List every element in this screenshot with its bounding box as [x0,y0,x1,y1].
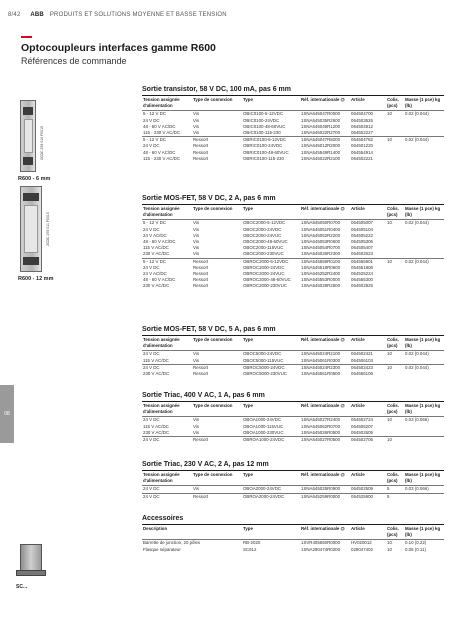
table-cell: 064505104 [351,226,373,232]
page-number: 8/42 [8,12,21,18]
table-cell [404,371,444,377]
table-cell: 10 [387,220,392,226]
table-cell: 1SNA645028R2500 [301,283,341,289]
page-header [8,12,227,18]
table-cell: 064504912 [351,123,373,129]
column-header: Colis. (pcs) [386,526,404,540]
table-cell: SC612 [243,546,257,552]
column-header: Type [242,206,300,220]
column-header: Type de connexion [192,403,242,417]
column-header: Masse (1 pce) kg (lb) [404,472,444,486]
table-cell: 115 V AC/DC [143,245,169,251]
table-cell: Vis [193,117,200,123]
table-cell: 064505222 [351,232,373,238]
table-cell: 064502227 [351,130,373,136]
column-header: Type de connexion [192,472,242,486]
table-cell: 064502825 [351,283,373,289]
column-header: Type [242,403,300,417]
table-cell: 064504782 [350,137,386,144]
table-cell: RB-2020 [243,540,261,546]
table-cell: 1SNA645051R0400 [301,226,341,232]
table-cell: Ressort [193,271,209,277]
column-header: Type [242,337,300,351]
table-cell: 064505306 [351,239,373,245]
table-cell: Vis [193,111,200,117]
table-row [142,547,444,553]
table-cell: 1SNA645025R0900 [301,486,341,492]
column-header: Article [350,206,386,220]
table-cell: 0.02 (0.044) [404,364,444,371]
product-table [142,337,444,377]
table-cell: 1SNA645026R2300 [301,251,341,257]
table-row [142,251,444,258]
section-title: Accessoires [142,515,184,522]
table-header-row [142,526,444,540]
table-cell: 064551806 [351,264,373,270]
table-cell: 064502705 [350,437,386,444]
table-cell: Vis [193,251,200,257]
table-cell: 064502724 [351,417,373,423]
table-cell: 1SNA645047R0000 [301,111,341,117]
table-cell: OBROA1000-24VDC [242,437,300,444]
column-header: Tension assignée d'alimentation [142,472,192,486]
table-cell: Vis [193,220,200,226]
table-cell [386,156,404,162]
table-cell: 48 - 60 V AC/DC [143,123,176,129]
column-header: Type [242,97,300,111]
column-header: Masse (1 pce) kg (lb) [404,526,444,540]
table-cell: OBROA2000-24VDC [242,493,300,500]
relay-12mm-image-code: 2CDC 293 011 F0015 [46,212,50,246]
table-cell: 0.02 (0.044) [405,220,429,226]
column-header: Masse (1 pce) kg (lb) [404,337,444,351]
column-header: Réf. internationale @ [300,472,350,486]
table-cell: OBRIC0100-24VDC [243,143,283,149]
table-header-row [142,97,444,111]
table-cell: Vis [193,245,200,251]
column-header: Tension assignée d'alimentation [142,97,192,111]
table-cell: OBIC0100-5-12VDC [243,111,284,117]
table-cell: 064555300 [351,277,373,283]
table-cell [404,156,444,162]
table-cell: 230 V AC/DC [143,371,170,377]
table-cell: Vis [193,351,200,357]
table-cell: OBIC0100-48-60VUC [243,123,286,129]
table-cell: Vis [193,232,200,238]
relay-6mm-caption: R600 - 6 mm [18,176,51,182]
column-header: Tension assignée d'alimentation [142,403,192,417]
page-title: Optocoupleurs interfaces gamme R600 [21,42,216,54]
column-header: Masse (1 pce) kg (lb) [404,206,444,220]
table-cell: HV020012 [351,540,372,546]
table-cell: 1SNA645027R2400 [301,417,341,423]
section-title: Sortie Triac, 230 V AC, 2 A, pas 12 mm [142,461,269,468]
section-rule [142,335,444,336]
table-cell [386,371,404,377]
product-table [142,206,444,290]
section-rule [142,401,444,402]
table-cell: 064502605 [351,429,373,435]
table-cell: 1SNA645549R1400 [301,149,341,155]
table-row [142,220,444,227]
product-table [142,97,444,162]
relay-6mm-image [20,100,36,172]
table-cell: 10 [386,437,404,444]
table-cell: 1SNA645559R0100 [300,258,350,265]
column-header: Réf. internationale @ [300,526,350,540]
table-cell: Ressort [193,371,209,377]
table-cell: 10 [387,351,392,357]
table-cell [386,358,404,365]
chapter-tab: 08 [0,385,14,443]
table-cell: 064554914 [351,149,373,155]
table-cell: 10 [387,540,392,546]
table-cell: 24 V DC [142,437,192,444]
table-cell: Vis [193,357,200,363]
column-header: Article [350,403,386,417]
product-table [142,472,444,500]
table-cell: 10 [386,137,404,144]
table-cell: Vis [193,423,200,429]
table-cell: 1SNA645053R0600 [301,239,341,245]
table-cell: Vis [193,486,200,492]
table-cell: 064502623 [351,251,373,257]
table-cell: 1SNA645022R2100 [301,155,341,161]
relay-12mm-caption: R600 - 12 mm [18,276,54,282]
table-row [142,358,444,365]
table-cell: OBROC2000-5-12VDC [242,258,300,265]
section-rule [142,95,444,96]
column-header: Tension assignée d'alimentation [142,206,192,220]
column-header: Colis. (pcs) [386,472,404,486]
table-cell: 10 [387,546,392,552]
column-header: Type de connexion [192,206,242,220]
title-accent-bar [21,36,32,38]
table-cell: 064556106 [351,371,373,377]
section-rule [142,524,444,525]
table-cell: OBOC5000-24VDC [243,351,282,357]
column-header: Type de connexion [192,337,242,351]
relay-6mm-image-code: 2CDC 293 010 F0015 [40,125,44,160]
table-cell: 0.02 (0.044) [404,258,444,265]
table-cell: 230 V AC/DC [143,429,170,435]
table-row [142,130,444,137]
table-cell: OBOC2000-230VUC [243,251,284,257]
table-cell: 10 [386,364,404,371]
table-cell: 1SNA645012R2000 [301,143,341,149]
table-cell: OBOA1000-230VUC [243,429,284,435]
table-cell [404,251,444,258]
table-cell: 24 V DC [143,417,160,423]
table-cell [404,437,444,444]
table-cell: 5 - 12 V DC [142,137,192,144]
table-cell: 0.05 (0.11) [405,546,426,552]
table-cell: 0.02 (0.044) [405,111,429,117]
table-cell: OBOA1000-24VDC [243,417,282,423]
table-cell: 064505407 [351,245,373,251]
table-row [142,364,444,371]
table-cell: OBOA2000-24VDC [243,486,282,492]
table-cell: OBROC2000-24VUC [243,271,285,277]
table-cell: Ressort [192,137,242,144]
table-cell: 0.03 (0.066) [405,486,429,492]
table-cell: 1SNA645054R0700 [301,245,341,251]
table-header-row [142,337,444,351]
relay-12mm-image [20,186,42,272]
section-title: Sortie MOS-FET, 58 V DC, 2 A, pas 6 mm [142,195,276,202]
table-cell: Ressort [193,277,209,283]
table-cell: 1SVR405650R0000 [301,540,341,546]
table-cell: 24 V AC/DC [143,271,167,277]
table-row [142,493,444,500]
column-header: Article [350,526,386,540]
product-table [142,403,444,443]
table-cell: 064506207 [351,423,373,429]
table-cell [404,493,444,500]
column-header: Article [350,97,386,111]
table-cell: 1SNA645026R0500 [301,429,341,435]
section-title: Sortie transistor, 58 V DC, 100 mA, pas 6 mm [142,86,292,93]
table-row [142,351,444,358]
table-cell: OBOC5000-115VUC [243,357,284,363]
column-header: Réf. internationale @ [300,403,350,417]
table-row [142,540,444,547]
table-cell: 1SNA645027R0500 [300,437,350,444]
table-cell: 24 V DC [143,143,160,149]
table-header-row [142,472,444,486]
table-row [142,417,444,424]
table-cell: Vis [193,226,200,232]
column-header: Type [242,526,300,540]
table-row [142,111,444,118]
table-cell: Vis [193,130,200,136]
table-cell: 064502509 [351,486,373,492]
table-cell: OBOC2000-24VDC [243,226,282,232]
table-cell [386,430,404,437]
table-cell [404,283,444,289]
table-cell: 230 V AC/DC [143,283,170,289]
table-row [142,137,444,144]
table-cell: 24 V DC [142,493,192,500]
accessory-caption: SC... [16,584,28,590]
table-cell: 5 - 12 V DC [143,111,166,117]
table-cell: Ressort [192,364,242,371]
column-header: Colis. (pcs) [386,403,404,417]
table-row [142,156,444,162]
table-cell: OBROC5000-230VUC [243,371,287,377]
table-cell: 1SNA645024R2100 [301,351,341,357]
table-cell: 1SNA645047R8200 [300,137,350,144]
table-cell: 0.10 (0.22) [405,540,427,546]
table-cell: OBROC5000-24VDC [242,364,300,371]
table-cell: 115 - 230 V AC/DC [143,130,181,136]
table-cell: OBOA1000-115VUC [243,423,284,429]
section-rule [142,470,444,471]
column-header: Réf. internationale @ [300,337,350,351]
table-cell: 1SNA645049R1200 [301,123,341,129]
table-cell: 1SNA645052R2200 [301,232,341,238]
table-cell: OBROC2000-24VDC [243,264,285,270]
table-cell: 1SNA645518R0600 [301,264,341,270]
table-cell: 48 - 60 V AC/DC [143,149,176,155]
table-cell: 064503526 [351,117,373,123]
table-cell: OBRIC0100-5-12VDC [242,137,300,144]
table-cell: 0.02 (0.044) [404,137,444,144]
table-cell: 1SNA645050R0700 [301,220,341,226]
table-cell: 24 V DC [143,351,160,357]
column-header: Type [242,472,300,486]
table-cell: 24 V DC [142,364,192,371]
table-cell: OBROC2000-48-60VUC [243,277,291,283]
table-cell: 0.03 (0.066) [405,417,429,423]
section-title: Sortie MOS-FET, 58 V DC, 5 A, pas 6 mm [142,326,276,333]
table-cell: 1SNA645024R2300 [300,364,350,371]
table-cell: 5 [387,486,390,492]
table-cell: Ressort [193,264,209,270]
table-cell: Vis [193,123,200,129]
table-cell: 10 [386,258,404,265]
accessory-image [14,540,48,578]
table-cell: Flasque séparateur [143,546,181,552]
table-header-row [142,403,444,417]
table-cell: 1SNA645035R2600 [301,117,341,123]
column-header: Colis. (pcs) [386,206,404,220]
table-cell: 5 - 12 V DC [143,220,166,226]
table-cell: Vis [193,417,200,423]
accessories-table [142,526,444,553]
table-cell: 10 [387,417,392,423]
table-cell: 48 - 60 V AC/DC [143,277,176,283]
section-rule [142,204,444,205]
table-cell: 115 - 230 V AC/DC [143,155,181,161]
table-cell [404,130,444,137]
table-cell: 064525900 [350,493,386,500]
column-header: Colis. (pcs) [386,97,404,111]
table-cell: Barrette de jonction, 20 pôles [143,540,201,546]
table-cell: OBIC0100-115-230 [243,130,281,136]
table-cell: Vis [193,429,200,435]
column-header: Article [350,472,386,486]
table-cell: Ressort [193,283,209,289]
column-header: Masse (1 pce) kg (lb) [404,403,444,417]
table-cell: 24 V DC [143,226,160,232]
table-header-row [142,206,444,220]
table-cell: OBOC2000-24VUC [243,232,282,238]
table-cell [404,430,444,437]
table-cell: Ressort [193,155,209,161]
column-header: Réf. internationale @ [300,97,350,111]
table-cell: Ressort [192,258,242,265]
table-cell [386,251,404,258]
table-cell: 24 V AC/DC [143,232,167,238]
table-cell: 1SNA645561R0600 [301,371,341,377]
table-cell: OBRIC0100-48-60VUC [243,149,289,155]
table-cell: 24 V DC [143,486,160,492]
column-header: Réf. internationale @ [300,206,350,220]
table-cell: OBOC2000-48-60VUC [243,239,288,245]
table-cell [404,358,444,365]
table-row [142,437,444,444]
table-cell: 5 [386,493,404,500]
brand-logo: ABB [30,12,44,18]
table-cell [386,130,404,137]
table-cell: 064502421 [351,351,373,357]
table-cell [386,283,404,289]
table-cell: Ressort [193,143,209,149]
table-cell: 1SNA645061R0300 [301,357,341,363]
table-cell: 1SNA645553R0000 [301,277,341,283]
table-cell: Ressort [192,437,242,444]
table-cell: OBOC2000-5-12VDC [243,220,286,226]
table-cell: 1SNA645252R2400 [301,271,341,277]
column-header: Masse (1 pce) kg (lb) [404,97,444,111]
table-cell: OBIC0100-24VDC [243,117,280,123]
table-cell: 1SNA645062R0700 [301,423,341,429]
table-cell: 064501220 [351,143,373,149]
table-cell: 5 - 12 V DC [142,258,192,265]
table-cell: 10 [387,111,392,117]
table-cell: 064502423 [350,364,386,371]
table-row [142,486,444,493]
table-cell: 24 V DC [143,264,160,270]
table-row [142,283,444,289]
table-cell: 064506103 [351,357,373,363]
table-cell: OBOC2000-115VUC [243,245,284,251]
table-row [142,371,444,377]
column-header: Tension assignée d'alimentation [142,337,192,351]
table-cell: 1SNA290474R0200 [301,546,341,552]
page-subtitle: Références de commande [21,56,127,66]
table-cell: 029047402 [351,546,373,552]
column-header: Article [350,337,386,351]
table-cell: OBRIC0100-115-230 [243,155,284,161]
table-cell: 24 V DC [143,117,160,123]
table-row [142,258,444,265]
table-cell: Ressort [192,493,242,500]
table-cell: Ressort [193,149,209,155]
table-cell: OBROC2000-230VUC [243,283,287,289]
table-cell: 1SNA645259R0000 [300,493,350,500]
table-cell: 064555901 [350,258,386,265]
table-cell: 48 - 60 V AC/DC [143,239,176,245]
table-cell: 115 V AC/DC [143,357,169,363]
column-header: Description [142,526,242,540]
table-cell: 230 V AC/DC [143,251,170,257]
table-cell: 1SNA645022R2700 [301,130,341,136]
table-cell: 115 V AC/DC [143,423,169,429]
table-cell: 064505007 [351,220,373,226]
column-header: Type de connexion [192,97,242,111]
table-cell: 0.02 (0.044) [405,351,429,357]
table-cell: Vis [193,239,200,245]
table-cell: 064502221 [351,155,373,161]
table-cell: 064504700 [351,111,373,117]
table-row [142,430,444,437]
header-text: PRODUITS ET SOLUTIONS MOYENNE ET BASSE TENSION [49,12,227,18]
section-title: Sortie Triac, 400 V AC, 1 A, pas 6 mm [142,392,265,399]
column-header: Colis. (pcs) [386,337,404,351]
table-cell: 064525224 [351,271,373,277]
